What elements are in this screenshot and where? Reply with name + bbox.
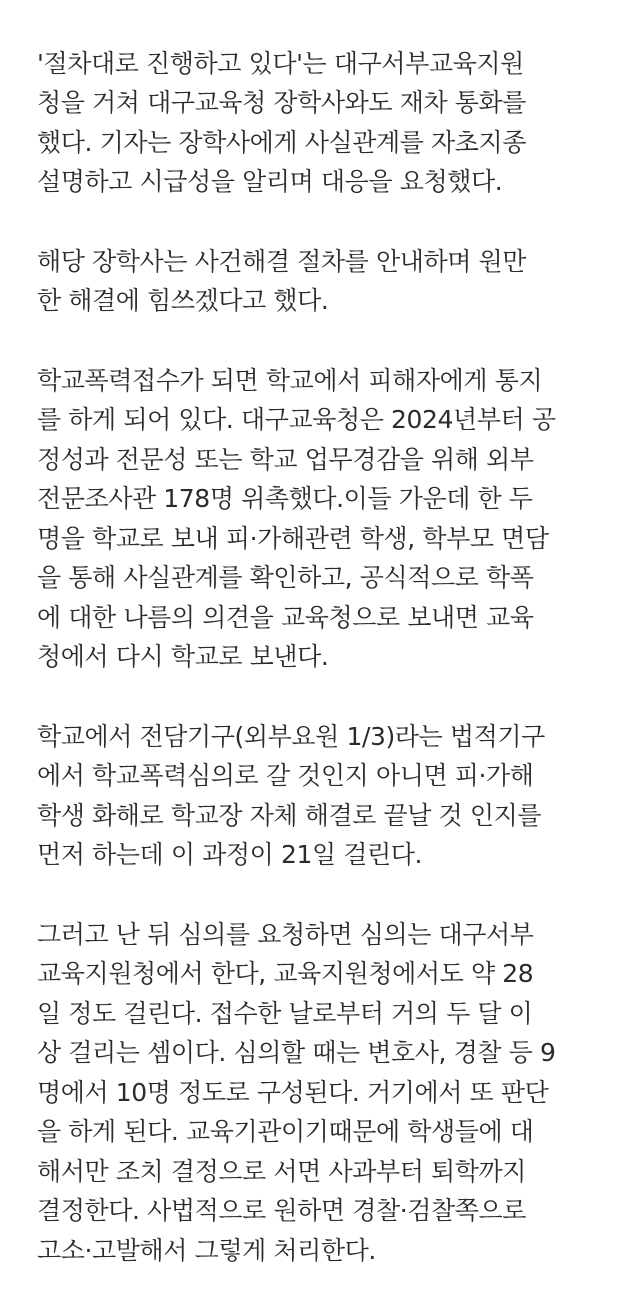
text-line: 에서 학교폭력심의로 갈 것인지 아니면 피·가해 <box>37 761 534 790</box>
paragraph-5 <box>37 915 600 1271</box>
text-line: 학교폭력접수가 되면 학교에서 피해자에게 통지 <box>37 365 543 395</box>
text-line: 명을 학교로 보내 피·가해관련 학생, 학부모 면담 <box>37 523 549 553</box>
text-line: 을 하게 된다. 교육기관이기때문에 학생들에 대 <box>37 1117 534 1146</box>
text-line: 을 통해 사실관계를 확인하고, 공식적으로 학폭 <box>37 563 534 592</box>
text-line: 에 대한 나름의 의견을 교육청으로 보내면 교육 <box>37 602 534 632</box>
text-line: 를 하게 되어 있다. 대구교육청은 2024년부터 공 <box>37 405 556 434</box>
text-line: 먼저 하는데 이 과정이 21일 걸린다. <box>37 840 423 869</box>
text-line: '절차대로 진행하고 있다'는 대구서부교육지원 <box>37 48 524 78</box>
text-line: 명에서 10명 정도로 구성된다. 거기에서 또 판단 <box>37 1077 549 1107</box>
text-line: 결정한다. 사법적으로 원하면 경찰·검찰쪽으로 <box>37 1196 526 1225</box>
text-line: 상 걸리는 셈이다. 심의할 때는 변호사, 경찰 등 9 <box>37 1038 556 1067</box>
text-line: 그러고 난 뒤 심의를 요청하면 심의는 대구서부 <box>37 919 534 949</box>
text-line: 했다. 기자는 장학사에게 사실관계를 자초지종 <box>37 127 526 157</box>
paragraph-4 <box>37 717 600 875</box>
text-line: 해서만 조치 결정으로 서면 사과부터 퇴학까지 <box>37 1156 526 1186</box>
text-line <box>37 0 600 4</box>
paragraph-0 <box>37 0 600 4</box>
text-line: 해당 장학사는 사건해결 절차를 안내하며 원만 <box>37 246 526 276</box>
text-line: 학생 화해로 학교장 자체 해결로 끝날 것 인지를 <box>37 800 542 830</box>
paragraph-2 <box>37 242 600 321</box>
text-line: 정성과 전문성 또는 학교 업무경감을 위해 외부 <box>37 444 534 474</box>
text-line: 청에서 다시 학교로 보낸다. <box>37 642 329 671</box>
text-line: 청을 거쳐 대구교육청 장학사와도 재차 통화를 <box>37 88 526 117</box>
text-line: 학교에서 전담기구(외부요원 1/3)라는 법적기구 <box>37 721 545 751</box>
text-line: 일 정도 걸린다. 접수한 날로부터 거의 두 달 이 <box>37 998 533 1028</box>
text-line: 교육지원청에서 한다, 교육지원청에서도 약 28 <box>37 959 534 988</box>
text-line: 고소·고발해서 그렇게 처리한다. <box>37 1235 376 1265</box>
text-line: 한 해결에 힘쓰겠다고 했다. <box>37 286 329 315</box>
text-line: 설명하고 시급성을 알리며 대응을 요청했다. <box>37 167 503 196</box>
text-line: 전문조사관 178명 위촉했다.이들 가운데 한 두 <box>37 484 533 513</box>
paragraph-1 <box>37 44 600 202</box>
paragraph-3 <box>37 361 600 677</box>
